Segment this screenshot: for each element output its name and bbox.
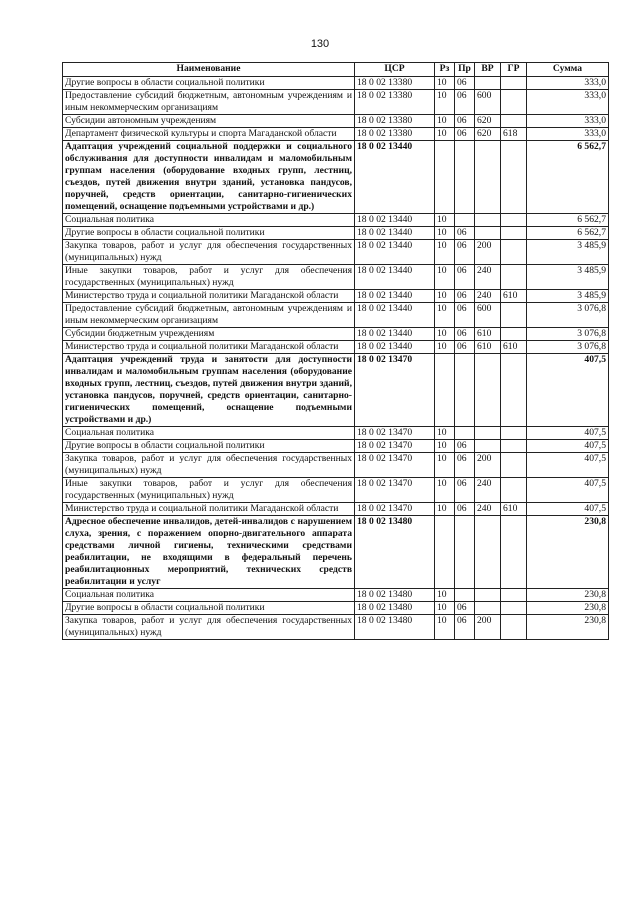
cell-sum: 407,5	[527, 478, 609, 503]
table-row	[63, 303, 609, 328]
table-row	[63, 77, 609, 90]
cell-vr	[475, 440, 501, 453]
cell-code: 18 0 02 13440	[355, 141, 435, 214]
cell-pr: 06	[455, 115, 475, 128]
cell-sum: 407,5	[527, 453, 609, 478]
table-row	[63, 516, 609, 589]
cell-rz: 10	[435, 602, 455, 615]
cell-pr: 06	[455, 328, 475, 341]
cell-pr: 06	[455, 440, 475, 453]
cell-rz: 10	[435, 503, 455, 516]
cell-name: Предоставление субсидий бюджетным, автономным учреждениям и иным некоммерческим организациям	[63, 90, 355, 115]
cell-code: 18 0 02 13440	[355, 227, 435, 240]
cell-gr	[501, 602, 527, 615]
header-rz: Рз	[435, 63, 455, 77]
cell-gr	[501, 227, 527, 240]
cell-sum: 6 562,7	[527, 227, 609, 240]
cell-sum: 3 076,8	[527, 328, 609, 341]
cell-gr	[501, 240, 527, 265]
cell-name: Адаптация учреждений труда и занятости для доступности инвалидам и маломобильным группам населения (оборудование входных групп, лестниц, съездов, путей движения внутри зданий, установка пандусов, поручней, средств ориентации, санитарно-гигиенических помещений, оснащение подъемными устройствами и др.)	[63, 354, 355, 427]
cell-pr: 06	[455, 453, 475, 478]
cell-vr: 240	[475, 478, 501, 503]
header-sum: Сумма	[527, 63, 609, 77]
cell-name: Социальная политика	[63, 214, 355, 227]
cell-code: 18 0 02 13480	[355, 615, 435, 640]
cell-sum: 333,0	[527, 128, 609, 141]
cell-gr: 618	[501, 128, 527, 141]
table-row	[63, 115, 609, 128]
cell-name: Министерство труда и социальной политики Магаданской области	[63, 290, 355, 303]
cell-code: 18 0 02 13380	[355, 90, 435, 115]
cell-sum: 407,5	[527, 427, 609, 440]
cell-pr: 06	[455, 77, 475, 90]
cell-vr	[475, 141, 501, 214]
header-name: Наименование	[63, 63, 355, 77]
cell-sum: 230,8	[527, 589, 609, 602]
cell-name: Субсидии автономным учреждениям	[63, 115, 355, 128]
cell-name: Министерство труда и социальной политики Магаданской области	[63, 503, 355, 516]
cell-name: Другие вопросы в области социальной политики	[63, 602, 355, 615]
cell-name: Иные закупки товаров, работ и услуг для обеспечения государственных (муниципальных) нужд	[63, 478, 355, 503]
cell-name: Социальная политика	[63, 427, 355, 440]
cell-code: 18 0 02 13440	[355, 341, 435, 354]
cell-code: 18 0 02 13470	[355, 503, 435, 516]
cell-sum: 3 076,8	[527, 303, 609, 328]
header-code: ЦСР	[355, 63, 435, 77]
cell-rz	[435, 516, 455, 589]
cell-sum: 3 076,8	[527, 341, 609, 354]
cell-gr	[501, 303, 527, 328]
cell-rz: 10	[435, 77, 455, 90]
cell-pr	[455, 354, 475, 427]
cell-vr: 240	[475, 265, 501, 290]
cell-pr: 06	[455, 303, 475, 328]
cell-gr	[501, 516, 527, 589]
cell-code: 18 0 02 13380	[355, 115, 435, 128]
cell-rz: 10	[435, 214, 455, 227]
cell-sum: 230,8	[527, 615, 609, 640]
table-row	[63, 90, 609, 115]
cell-vr	[475, 77, 501, 90]
header-vr: ВР	[475, 63, 501, 77]
cell-rz: 10	[435, 589, 455, 602]
cell-rz: 10	[435, 227, 455, 240]
cell-code: 18 0 02 13440	[355, 265, 435, 290]
cell-pr: 06	[455, 503, 475, 516]
cell-vr	[475, 427, 501, 440]
cell-vr	[475, 602, 501, 615]
cell-pr: 06	[455, 615, 475, 640]
cell-sum: 333,0	[527, 77, 609, 90]
table-row	[63, 615, 609, 640]
cell-vr	[475, 227, 501, 240]
cell-sum: 333,0	[527, 115, 609, 128]
cell-vr: 610	[475, 328, 501, 341]
cell-sum: 6 562,7	[527, 214, 609, 227]
cell-gr	[501, 589, 527, 602]
header-pr: Пр	[455, 63, 475, 77]
cell-rz: 10	[435, 90, 455, 115]
table-row	[63, 453, 609, 478]
cell-code: 18 0 02 13480	[355, 589, 435, 602]
cell-vr: 600	[475, 90, 501, 115]
table-row	[63, 354, 609, 427]
cell-vr: 240	[475, 503, 501, 516]
cell-pr: 06	[455, 341, 475, 354]
cell-gr: 610	[501, 290, 527, 303]
cell-vr: 200	[475, 615, 501, 640]
cell-name: Иные закупки товаров, работ и услуг для обеспечения государственных (муниципальных) нужд	[63, 265, 355, 290]
cell-sum: 6 562,7	[527, 141, 609, 214]
cell-rz: 10	[435, 341, 455, 354]
cell-gr	[501, 615, 527, 640]
cell-gr	[501, 478, 527, 503]
table-row	[63, 478, 609, 503]
table-row	[63, 440, 609, 453]
cell-code: 18 0 02 13440	[355, 290, 435, 303]
cell-vr: 620	[475, 128, 501, 141]
table-body	[63, 77, 609, 640]
cell-name: Адаптация учреждений социальной поддержки и социального обслуживания для доступности инвалидам и маломобильным группам населения (оборудование входных групп, лестниц, съездов, путей движения внутри зданий, установка пандусов, поручней, средств ориентации, санитарно-гигиенических помещений, оснащение подъемными устройствами и др.)	[63, 141, 355, 214]
cell-name: Другие вопросы в области социальной политики	[63, 227, 355, 240]
cell-rz	[435, 354, 455, 427]
cell-rz: 10	[435, 615, 455, 640]
cell-sum: 407,5	[527, 440, 609, 453]
cell-gr	[501, 440, 527, 453]
cell-name: Закупка товаров, работ и услуг для обеспечения государственных (муниципальных) нужд	[63, 240, 355, 265]
table-row	[63, 128, 609, 141]
table-row	[63, 589, 609, 602]
cell-code: 18 0 02 13480	[355, 516, 435, 589]
cell-name: Субсидии бюджетным учреждениям	[63, 328, 355, 341]
cell-gr	[501, 214, 527, 227]
cell-code: 18 0 02 13470	[355, 478, 435, 503]
cell-name: Социальная политика	[63, 589, 355, 602]
cell-rz: 10	[435, 440, 455, 453]
header-row	[63, 63, 609, 77]
table-row	[63, 328, 609, 341]
cell-rz: 10	[435, 478, 455, 503]
cell-vr: 610	[475, 341, 501, 354]
cell-rz: 10	[435, 328, 455, 341]
cell-vr	[475, 214, 501, 227]
cell-vr: 600	[475, 303, 501, 328]
cell-rz: 10	[435, 128, 455, 141]
cell-rz: 10	[435, 240, 455, 265]
cell-gr	[501, 115, 527, 128]
cell-vr	[475, 589, 501, 602]
cell-rz: 10	[435, 453, 455, 478]
cell-vr: 620	[475, 115, 501, 128]
cell-gr	[501, 141, 527, 214]
cell-code: 18 0 02 13470	[355, 440, 435, 453]
table-row	[63, 290, 609, 303]
table-row	[63, 214, 609, 227]
cell-pr: 06	[455, 265, 475, 290]
cell-gr	[501, 427, 527, 440]
table-row	[63, 240, 609, 265]
cell-name: Департамент физической культуры и спорта Магаданской области	[63, 128, 355, 141]
cell-name: Другие вопросы в области социальной политики	[63, 440, 355, 453]
cell-vr: 200	[475, 240, 501, 265]
cell-pr: 06	[455, 227, 475, 240]
cell-code: 18 0 02 13380	[355, 77, 435, 90]
cell-pr: 06	[455, 478, 475, 503]
cell-pr	[455, 214, 475, 227]
cell-sum: 3 485,9	[527, 240, 609, 265]
cell-vr	[475, 516, 501, 589]
cell-code: 18 0 02 13440	[355, 303, 435, 328]
cell-sum: 3 485,9	[527, 265, 609, 290]
cell-gr	[501, 328, 527, 341]
page-number: 130	[310, 38, 330, 50]
cell-gr	[501, 90, 527, 115]
cell-name: Закупка товаров, работ и услуг для обеспечения государственных (муниципальных) нужд	[63, 615, 355, 640]
table-row	[63, 427, 609, 440]
cell-pr	[455, 516, 475, 589]
cell-gr	[501, 453, 527, 478]
cell-code: 18 0 02 13440	[355, 240, 435, 265]
cell-pr	[455, 427, 475, 440]
cell-code: 18 0 02 13470	[355, 453, 435, 478]
table-header	[63, 63, 609, 77]
cell-pr: 06	[455, 290, 475, 303]
cell-name: Закупка товаров, работ и услуг для обеспечения государственных (муниципальных) нужд	[63, 453, 355, 478]
cell-rz: 10	[435, 427, 455, 440]
cell-pr	[455, 589, 475, 602]
cell-rz	[435, 141, 455, 214]
cell-gr: 610	[501, 341, 527, 354]
cell-vr	[475, 354, 501, 427]
cell-pr: 06	[455, 90, 475, 115]
cell-name: Министерство труда и социальной политики Магаданской области	[63, 341, 355, 354]
cell-name: Адресное обеспечение инвалидов, детей-инвалидов с нарушением слуха, зрения, с поражением опорно-двигательного аппарата средствами личной гигиены, техническими средствами реабилитации, не входящими в федеральный перечень реабилитационных мероприятий, технических средств реабилитации и услуг	[63, 516, 355, 589]
cell-code: 18 0 02 13380	[355, 128, 435, 141]
table-row	[63, 341, 609, 354]
cell-code: 18 0 02 13470	[355, 427, 435, 440]
cell-rz: 10	[435, 303, 455, 328]
cell-sum: 407,5	[527, 354, 609, 427]
header-gr: ГР	[501, 63, 527, 77]
cell-gr	[501, 265, 527, 290]
cell-pr: 06	[455, 128, 475, 141]
cell-pr: 06	[455, 602, 475, 615]
cell-gr	[501, 77, 527, 90]
cell-sum: 230,8	[527, 516, 609, 589]
cell-name: Предоставление субсидий бюджетным, автономным учреждениям и иным некоммерческим организациям	[63, 303, 355, 328]
cell-pr: 06	[455, 240, 475, 265]
cell-pr	[455, 141, 475, 214]
cell-gr	[501, 354, 527, 427]
table-row	[63, 265, 609, 290]
cell-sum: 333,0	[527, 90, 609, 115]
cell-vr: 200	[475, 453, 501, 478]
cell-sum: 407,5	[527, 503, 609, 516]
cell-rz: 10	[435, 290, 455, 303]
cell-sum: 3 485,9	[527, 290, 609, 303]
cell-name: Другие вопросы в области социальной политики	[63, 77, 355, 90]
cell-rz: 10	[435, 115, 455, 128]
table-row	[63, 503, 609, 516]
cell-code: 18 0 02 13480	[355, 602, 435, 615]
cell-code: 18 0 02 13470	[355, 354, 435, 427]
cell-code: 18 0 02 13440	[355, 328, 435, 341]
table-row	[63, 141, 609, 214]
cell-code: 18 0 02 13440	[355, 214, 435, 227]
table-row	[63, 227, 609, 240]
cell-sum: 230,8	[527, 602, 609, 615]
cell-vr: 240	[475, 290, 501, 303]
table-row	[63, 602, 609, 615]
cell-gr: 610	[501, 503, 527, 516]
budget-table	[62, 62, 609, 640]
cell-rz: 10	[435, 265, 455, 290]
